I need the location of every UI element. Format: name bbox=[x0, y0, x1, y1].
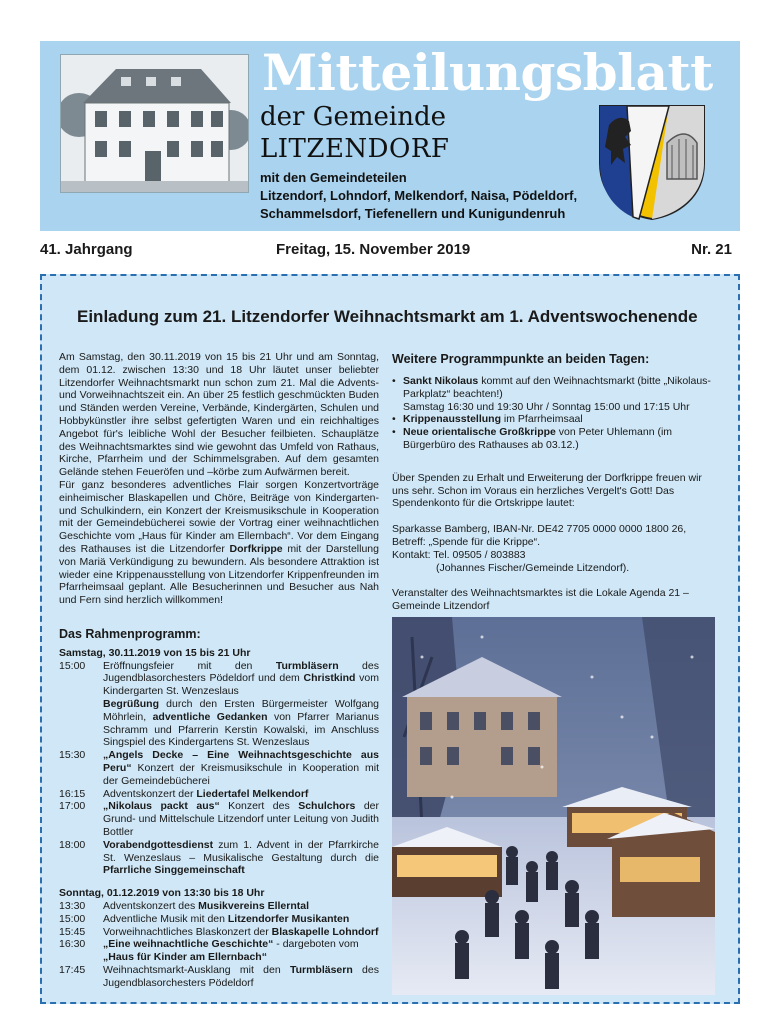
christmas-market-photo bbox=[392, 617, 715, 995]
schedule-desc: Vorweihnachtliches Blaskonzert der Blaskapelle Lohndorf bbox=[103, 925, 379, 938]
program-schedule bbox=[59, 628, 379, 990]
masthead-subtitle-line2: LITZENDORF bbox=[260, 134, 450, 164]
schedule-time: 15:00 bbox=[59, 659, 86, 672]
intro-paragraph-2-bold: Dorfkrippe bbox=[229, 542, 283, 555]
more-program-heading: Weitere Programmpunkte an beiden Tagen: bbox=[392, 352, 650, 366]
schedule-row bbox=[59, 660, 379, 750]
schedule-desc: Vorabendgottesdienst zum 1. Advent in der Pfarrkirche St. Wenzeslaus – Musikalische Gestaltung durch die Pfarrliche Singgemeinschaft bbox=[103, 838, 379, 877]
bank-line4: (Johannes Fischer/Gemeinde Litzendorf). bbox=[436, 561, 630, 574]
schedule-time: 18:00 bbox=[59, 838, 86, 851]
issue-date: Freitag, 15. November 2019 bbox=[276, 241, 471, 258]
item2-text: im Pfarrheimsaal bbox=[501, 413, 583, 426]
town-hall-photo bbox=[60, 54, 249, 193]
list-item bbox=[392, 426, 712, 452]
bank-line1: Sparkasse Bamberg, IBAN-Nr. DE42 7705 0000 0000 1800 26, bbox=[392, 523, 687, 536]
schedule-desc: „Eine weihnachtliche Geschichte“ - dargeboten vom „Haus für Kinder am Ellernbach“ bbox=[103, 938, 359, 964]
masthead bbox=[40, 41, 740, 231]
item1-bold: Sankt Nikolaus bbox=[403, 375, 479, 387]
schedule-desc: Weihnachtsmarkt-Ausklang mit den Turmbläsern des Jugendblasorchesters Pödeldorf bbox=[103, 963, 379, 989]
article-intro bbox=[59, 351, 379, 607]
schedule-time: 16:30 bbox=[59, 938, 86, 951]
schedule-time: 16:15 bbox=[59, 787, 86, 800]
more-program-column bbox=[392, 351, 712, 613]
bullet-icon: • bbox=[392, 413, 396, 426]
schedule-desc: Adventskonzert der Liedertafel Melkendorf bbox=[103, 787, 309, 800]
item1-times: Samstag 16:30 und 19:30 Uhr / Sonntag 15:00 und 17:15 Uhr bbox=[403, 400, 690, 413]
schedule-desc: Adventskonzert des Musikvereins Ellerntal bbox=[103, 899, 310, 912]
masthead-subtitle-line1: der Gemeinde bbox=[260, 102, 447, 132]
list-item bbox=[392, 375, 712, 413]
more-program-list bbox=[392, 375, 712, 452]
schedule-desc: „Nikolaus packt aus“ Konzert des Schulchors der Grund- und Mittelschule Litzendorf unter Leitung von Judith Bottler bbox=[103, 800, 380, 838]
sunday-title: Sonntag, 01.12.2019 von 13:30 bis 18 Uhr bbox=[59, 887, 265, 900]
intro-paragraph-2b: mit der Darstellung von Mariä Verkündigung zu bewundern. Als besondere Attraktion ist wieder eine Krippenausstellung von Litzendorfer Krippenfreunden im Pfarrheimsaal geplant. Alle Besucherinnen und Besucher aus Nah und Fern sind herzlich willkommen! bbox=[59, 542, 379, 607]
schedule-time: 17:45 bbox=[59, 963, 86, 976]
schedule-desc: „Angels Decke – Eine Weihnachtsgeschichte aus Peru“ Konzert der Kreismusikschule in Kooperation mit der Gemeindebücherei bbox=[103, 749, 379, 787]
schedule-row bbox=[59, 926, 379, 939]
program-heading: Das Rahmenprogramm: bbox=[59, 627, 201, 641]
schedule-time: 15:45 bbox=[59, 925, 86, 938]
bank-line3: Kontakt: Tel. 09505 / 803883 bbox=[392, 548, 526, 561]
schedule-time: 17:00 bbox=[59, 800, 86, 813]
town-hall-illustration bbox=[61, 55, 248, 192]
schedule-row bbox=[59, 964, 379, 990]
coat-of-arms-icon bbox=[597, 103, 707, 221]
item2-bold: Krippenausstellung bbox=[403, 413, 502, 426]
issue-number: Nr. 21 bbox=[691, 241, 732, 258]
item3-bold: Neue orientalische Großkrippe bbox=[403, 426, 556, 439]
schedule-row bbox=[59, 900, 379, 913]
schedule-row bbox=[59, 800, 379, 838]
intro-paragraph-2a: Für ganz besonderes adventliches Flair sorgen Konzertvorträge einheimischer Blaskapellen und Chöre, Beiträge von Kindergarten- und Schulkindern, ein Konzert der Kreismusikschule in Kooperation mit der Gemeindebücherei sowie der Vortrag einer weihnachtlichen Geschichte vom „Haus für Kinder am Ellernbach“. Vor dem Eingang des Rathauses ist die Litzendorfer bbox=[59, 478, 379, 555]
intro-paragraph-1: Am Samstag, den 30.11.2019 von 15 bis 21 Uhr und am Sonntag, dem 01.12. zwischen 13:30 und 18 Uhr läutet unser beliebter Litzendorfer Weihnachtsmarkt nun schon zum 21. Mal die Advents- und Vorweihnachtszeit ein. An über 25 festlich geschmückten Buden und Ständen werden Vereine, Verbände, Kindergärten, Schulen und Hobbykünstler ihre selbst gefertigten Waren und ein reichhaltiges Angebot für's leibliche Wohl der Besucher feilbieten. Schauplätze des Weihnachtsmarktes sind wie gewohnt das Umfeld von Rathaus, Kirche, Pfarrheim und der Schimmelsgraben. Auf dem gesamten Gelände stehen Feueröfen und –körbe zum Aufwärmen bereit. bbox=[59, 351, 379, 479]
bullet-icon: • bbox=[392, 426, 396, 439]
schedule-time: 15:30 bbox=[59, 749, 86, 762]
issue-bar bbox=[40, 241, 732, 263]
item3-text: von Peter Uhlemann (im Bürgerbüro des Rathauses ab 03.12.) bbox=[403, 426, 673, 451]
schedule-desc: Adventliche Musik mit den Litzendorfer Musikanten bbox=[103, 912, 350, 925]
saturday-title: Samstag, 30.11.2019 von 15 bis 21 Uhr bbox=[59, 646, 251, 659]
organizer-text: Veranstalter des Weihnachtsmarktes ist die Lokale Agenda 21 – Gemeinde Litzendorf bbox=[392, 587, 689, 613]
schedule-row bbox=[59, 788, 379, 801]
christmas-market-illustration bbox=[392, 617, 715, 995]
item1-text: kommt auf den Weihnachtsmarkt (bitte „Nikolaus-Parkplatz“ beachten!) bbox=[403, 375, 711, 400]
schedule-row bbox=[59, 913, 379, 926]
list-item bbox=[392, 413, 712, 426]
districts-line3: Schammelsdorf, Tiefenellern und Kunigundenruh bbox=[260, 206, 566, 221]
districts-line2: Litzendorf, Lohndorf, Melkendorf, Naisa, Pödeldorf, bbox=[260, 188, 578, 203]
schedule-row bbox=[59, 839, 379, 877]
schedule-row bbox=[59, 749, 379, 787]
article-headline: Einladung zum 21. Litzendorfer Weihnachtsmarkt am 1. Adventswochenende bbox=[77, 307, 698, 326]
masthead-title: Mitteilungsblatt bbox=[262, 43, 713, 102]
schedule-time: 15:00 bbox=[59, 912, 86, 925]
issue-volume: 41. Jahrgang bbox=[40, 241, 133, 258]
schedule-row bbox=[59, 938, 379, 964]
schedule-time: 13:30 bbox=[59, 899, 86, 912]
schedule-desc: Eröffnungsfeier mit den Turmbläsern des Jugendblasorchesters Pödeldorf und dem Christkind vom Kindergarten St. Wenzeslaus Begrüßung durch den Ersten Bürgermeister Wolfgang Möhrlein, adventliche Gedanken von Pfarrer Marianus Schramm und Pfarrerin Kerstin Kowalski, im Anschluss Singspiel des Kindergartens St. Wenzeslaus bbox=[103, 659, 379, 749]
bullet-icon: • bbox=[392, 375, 396, 387]
districts-note bbox=[260, 169, 577, 223]
districts-line1: mit den Gemeindeteilen bbox=[260, 170, 407, 185]
bank-line2: Betreff: „Spende für die Krippe“. bbox=[392, 535, 541, 548]
donation-text: Über Spenden zu Erhalt und Erweiterung der Dorfkrippe freuen wir uns sehr. Schon im Voraus ein herzliches Vergelt's Gott! Das Spendenkonto für die Ortskrippe lautet: bbox=[392, 471, 702, 510]
